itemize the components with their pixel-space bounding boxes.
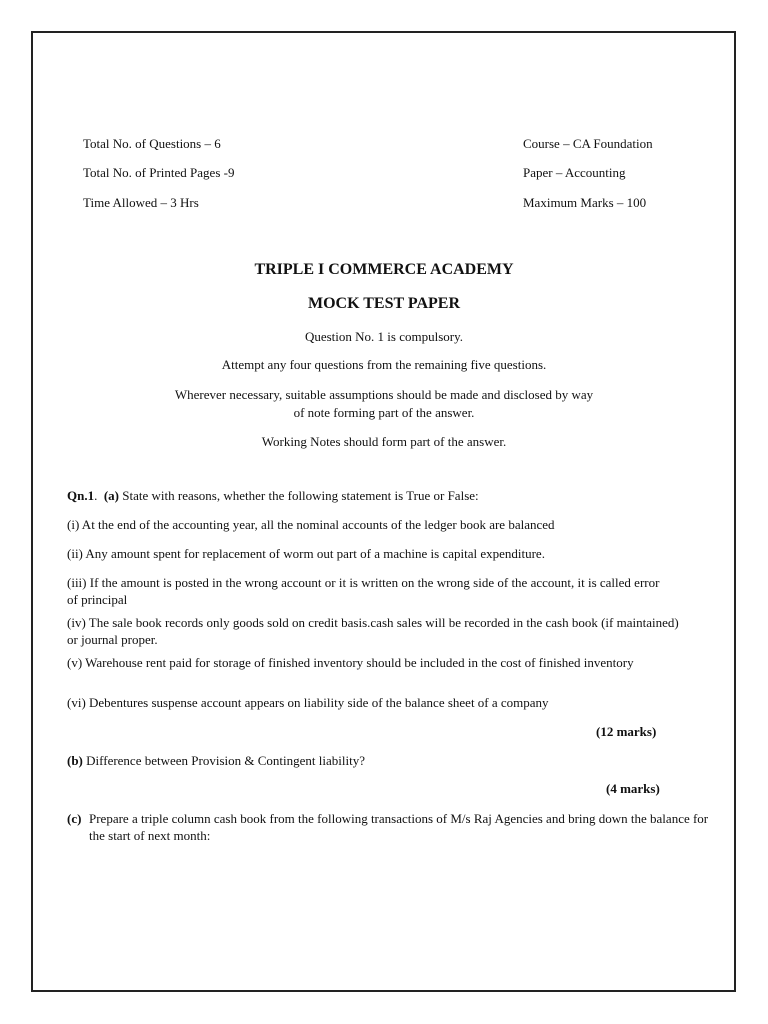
- q1-part-c-label: [67, 810, 81, 827]
- statement-iii: (iii) If the amount is posted in the wrong account or it is written on the wrong side of the account, it is called error of principal: [67, 575, 660, 607]
- academy-title: TRIPLE I COMMERCE ACADEMY: [254, 261, 514, 278]
- course: Course – CA Foundation: [523, 136, 653, 151]
- q1-part-a-label: (a): [103, 488, 120, 503]
- instruction-assumptions-cont: of note forming part of the answer.: [293, 405, 475, 420]
- part-b-marks: (4 marks): [606, 781, 660, 796]
- total-questions: Total No. of Questions – 6: [83, 136, 221, 151]
- q1-part-b-text: Difference between Provision & Contingent liability?: [86, 753, 365, 768]
- q1-part-b: [67, 752, 365, 769]
- q1-part-c-label-text: (c): [67, 811, 82, 826]
- time-allowed: Time Allowed – 3 Hrs: [83, 195, 199, 210]
- q1-number: Qn.1: [67, 488, 95, 503]
- q1-sep: .: [94, 488, 104, 503]
- instruction-assumptions: Wherever necessary, suitable assumptions should be made and disclosed by way: [174, 387, 594, 402]
- q1-part-a-heading: [67, 487, 479, 504]
- total-pages: Total No. of Printed Pages -9: [83, 165, 235, 180]
- part-a-marks: (12 marks): [596, 724, 657, 739]
- paper-subject: Paper – Accounting: [523, 165, 626, 180]
- instruction-working-notes: Working Notes should form part of the answer.: [261, 434, 507, 449]
- q1-part-b-label: (b): [67, 753, 83, 768]
- instruction-attempt: Attempt any four questions from the remaining five questions.: [221, 357, 547, 372]
- paper-title: MOCK TEST PAPER: [307, 295, 461, 312]
- statement-iv: (iv) The sale book records only goods sold on credit basis.cash sales will be recorded in the cash book (if maintained) or journal proper.: [67, 615, 679, 647]
- instruction-compulsory: Question No. 1 is compulsory.: [304, 329, 464, 344]
- q1-part-a-text: State with reasons, whether the following statement is True or False:: [122, 488, 479, 503]
- statement-i: (i) At the end of the accounting year, all the nominal accounts of the ledger book are balanced: [67, 517, 555, 532]
- statement-ii: (ii) Any amount spent for replacement of worm out part of a machine is capital expenditure.: [67, 546, 545, 561]
- statement-v: (v) Warehouse rent paid for storage of finished inventory should be included in the cost of finished inventory: [67, 655, 634, 670]
- q1-part-c-text: Prepare a triple column cash book from the following transactions of M/s Raj Agencies and bring down the balance for the start of next month:: [89, 811, 709, 843]
- maximum-marks: Maximum Marks – 100: [523, 195, 647, 210]
- statement-vi: (vi) Debentures suspense account appears on liability side of the balance sheet of a company: [67, 695, 549, 710]
